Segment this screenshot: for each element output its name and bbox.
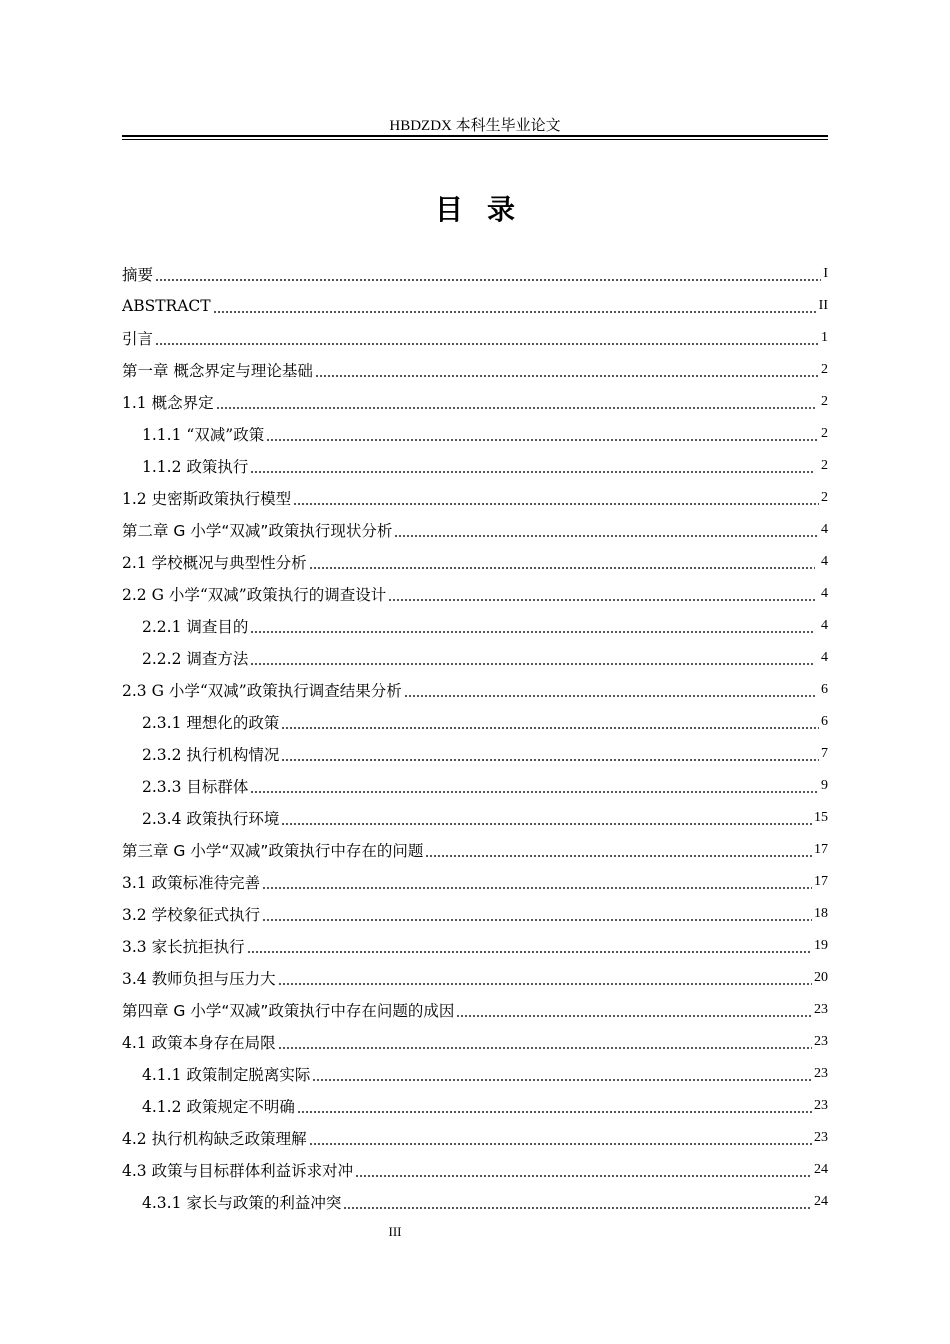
toc-dot-leader	[250, 616, 815, 636]
toc-entry[interactable]	[122, 1122, 828, 1154]
toc-entry[interactable]	[122, 322, 828, 354]
toc-dot-leader	[250, 776, 819, 796]
toc-entry-page: 17	[814, 874, 828, 889]
toc-entry-label: 引言	[122, 330, 154, 348]
toc-dot-leader	[388, 584, 815, 604]
toc-entry-label: 2.3.3 目标群体	[142, 778, 249, 796]
toc-dot-leader	[281, 712, 819, 732]
toc-entry-page: 2	[821, 394, 828, 409]
toc-entry[interactable]	[122, 578, 828, 610]
toc-entry-label: 2.3.4 政策执行环境	[142, 810, 280, 828]
toc-entry-page: 7	[821, 746, 828, 761]
toc-entry-page: 9	[821, 778, 828, 793]
toc-entry[interactable]	[122, 1058, 828, 1090]
toc-entry-page: 23	[814, 1066, 828, 1081]
toc-entry-label: 第四章 G 小学“双减”政策执行中存在问题的成因	[122, 1002, 455, 1020]
toc-entry[interactable]	[122, 610, 828, 642]
toc-entry-page: 2	[821, 426, 828, 441]
toc-entry-page: 23	[814, 1002, 828, 1017]
toc-dot-leader	[250, 648, 815, 668]
toc-entry-page: II	[818, 298, 828, 313]
toc-dot-leader	[155, 328, 819, 348]
toc-entry-page: 4	[821, 522, 828, 537]
header-rule-thin	[122, 139, 828, 140]
toc-entry-label: 摘要	[122, 266, 154, 284]
toc-entry[interactable]	[122, 1090, 828, 1122]
toc-dot-leader	[262, 904, 812, 924]
toc-entry-page: 23	[814, 1098, 828, 1113]
toc-entry-label: 3.2 学校象征式执行	[122, 906, 261, 924]
toc-entry-label: 4.1 政策本身存在局限	[122, 1034, 276, 1052]
toc-entry[interactable]	[122, 1154, 828, 1186]
toc-entry[interactable]	[122, 546, 828, 578]
toc-dot-leader	[309, 552, 815, 572]
toc-dot-leader	[297, 1096, 812, 1116]
toc-dot-leader	[343, 1192, 812, 1212]
toc-entry[interactable]	[122, 514, 828, 546]
toc-entry-page: 4	[821, 586, 828, 601]
toc-dot-leader	[155, 264, 821, 284]
toc-entry-page: 1	[821, 330, 828, 345]
toc-entry-label: 1.1.1 “双减”政策	[142, 426, 265, 444]
toc-dot-leader	[404, 680, 815, 700]
toc-entry-label: 4.3.1 家长与政策的利益冲突	[142, 1194, 342, 1212]
toc-dot-leader	[312, 1064, 812, 1084]
toc-entry-page: 6	[821, 682, 828, 697]
toc-entry[interactable]	[122, 994, 828, 1026]
toc-entry[interactable]	[122, 386, 828, 418]
toc-entry-label: 2.1 学校概况与典型性分析	[122, 554, 307, 572]
toc-entry-page: 2	[821, 458, 828, 473]
toc-entry-page: 17	[814, 842, 828, 857]
toc-entry-page: 23	[814, 1034, 828, 1049]
toc-entry-page: 4	[821, 650, 828, 665]
toc-entry-page: 23	[814, 1130, 828, 1145]
toc-dot-leader	[281, 744, 819, 764]
toc-entry[interactable]	[122, 258, 828, 290]
toc-entry[interactable]	[122, 898, 828, 930]
toc-entry-label: 第二章 G 小学“双减”政策执行现状分析	[122, 522, 393, 540]
toc-dot-leader	[247, 936, 812, 956]
toc-dot-leader	[425, 840, 812, 860]
toc-entry[interactable]	[122, 674, 828, 706]
toc-entry[interactable]	[122, 706, 828, 738]
toc-dot-leader	[278, 1032, 812, 1052]
toc-entry-label: 2.2 G 小学“双减”政策执行的调查设计	[122, 586, 387, 604]
toc-entry-label: 3.3 家长抗拒执行	[122, 938, 245, 956]
toc-entry-page: 2	[821, 490, 828, 505]
toc-entry-page: 18	[814, 906, 828, 921]
toc-dot-leader	[262, 872, 812, 892]
toc-entry-label: 2.2.2 调查方法	[142, 650, 249, 668]
toc-entry[interactable]	[122, 834, 828, 866]
toc-entry[interactable]	[122, 738, 828, 770]
toc-entry[interactable]	[122, 450, 828, 482]
toc-dot-leader	[456, 1000, 812, 1020]
toc-dot-leader	[309, 1128, 812, 1148]
toc-entry-label: 4.1.2 政策规定不明确	[142, 1098, 295, 1116]
toc-entry-label: 4.3 政策与目标群体利益诉求对冲	[122, 1162, 354, 1180]
page-number: III	[388, 1224, 402, 1239]
toc-entry[interactable]	[122, 418, 828, 450]
toc-entry-label: 第一章 概念界定与理论基础	[122, 362, 313, 380]
toc-entry[interactable]	[122, 962, 828, 994]
toc-dot-leader	[216, 392, 815, 412]
page-title: 目录	[434, 193, 539, 226]
toc-entry-page: 15	[814, 810, 828, 825]
toc-dot-leader	[315, 360, 819, 380]
toc-entry-label: 3.4 教师负担与压力大	[122, 970, 276, 988]
toc-entry-page: 24	[814, 1194, 828, 1209]
toc-entry[interactable]	[122, 354, 828, 386]
toc-entry-page: 6	[821, 714, 828, 729]
toc-entry[interactable]	[122, 770, 828, 802]
toc-entry-page: 19	[814, 938, 828, 953]
toc-entry-page: I	[823, 266, 828, 281]
header-rule-thick	[122, 135, 828, 137]
toc-entry-page: 2	[821, 362, 828, 377]
toc-entry[interactable]	[122, 802, 828, 834]
toc-entry-label: 2.3 G 小学“双减”政策执行调查结果分析	[122, 682, 402, 700]
toc-entry-label: 3.1 政策标准待完善	[122, 874, 261, 892]
toc-dot-leader	[266, 424, 819, 444]
toc-entry[interactable]	[122, 642, 828, 674]
toc-entry[interactable]	[122, 290, 828, 322]
toc-entry-label: 2.2.1 调查目的	[142, 618, 249, 636]
toc-entry-label: 2.3.1 理想化的政策	[142, 714, 280, 732]
toc-dot-leader	[213, 296, 817, 316]
toc-dot-leader	[355, 1160, 812, 1180]
toc-dot-leader	[250, 456, 815, 476]
toc-dot-leader	[394, 520, 819, 540]
toc-entry[interactable]	[122, 1186, 828, 1218]
toc-entry-label: 1.1 概念界定	[122, 394, 214, 412]
toc-entry-label: 1.1.2 政策执行	[142, 458, 249, 476]
toc-entry-page: 24	[814, 1162, 828, 1177]
toc-entry[interactable]	[122, 1026, 828, 1058]
toc-entry-page: 4	[821, 618, 828, 633]
toc-entry[interactable]	[122, 930, 828, 962]
toc-entry[interactable]	[122, 866, 828, 898]
toc-entry-label: 4.1.1 政策制定脱离实际	[142, 1066, 311, 1084]
page-header: HBDZDX 本科生毕业论文	[389, 118, 561, 134]
toc-entry-label: 4.2 执行机构缺乏政策理解	[122, 1130, 307, 1148]
toc-entry-page: 20	[814, 970, 828, 985]
toc-entry-label: ABSTRACT	[122, 297, 211, 315]
toc-entry-label: 2.3.2 执行机构情况	[142, 746, 280, 764]
table-of-contents	[122, 258, 828, 1218]
toc-dot-leader	[293, 488, 819, 508]
toc-dot-leader	[278, 968, 812, 988]
toc-entry[interactable]	[122, 482, 828, 514]
toc-entry-label: 第三章 G 小学“双减”政策执行中存在的问题	[122, 842, 424, 860]
toc-dot-leader	[281, 808, 812, 828]
toc-entry-label: 1.2 史密斯政策执行模型	[122, 490, 292, 508]
toc-entry-page: 4	[821, 554, 828, 569]
